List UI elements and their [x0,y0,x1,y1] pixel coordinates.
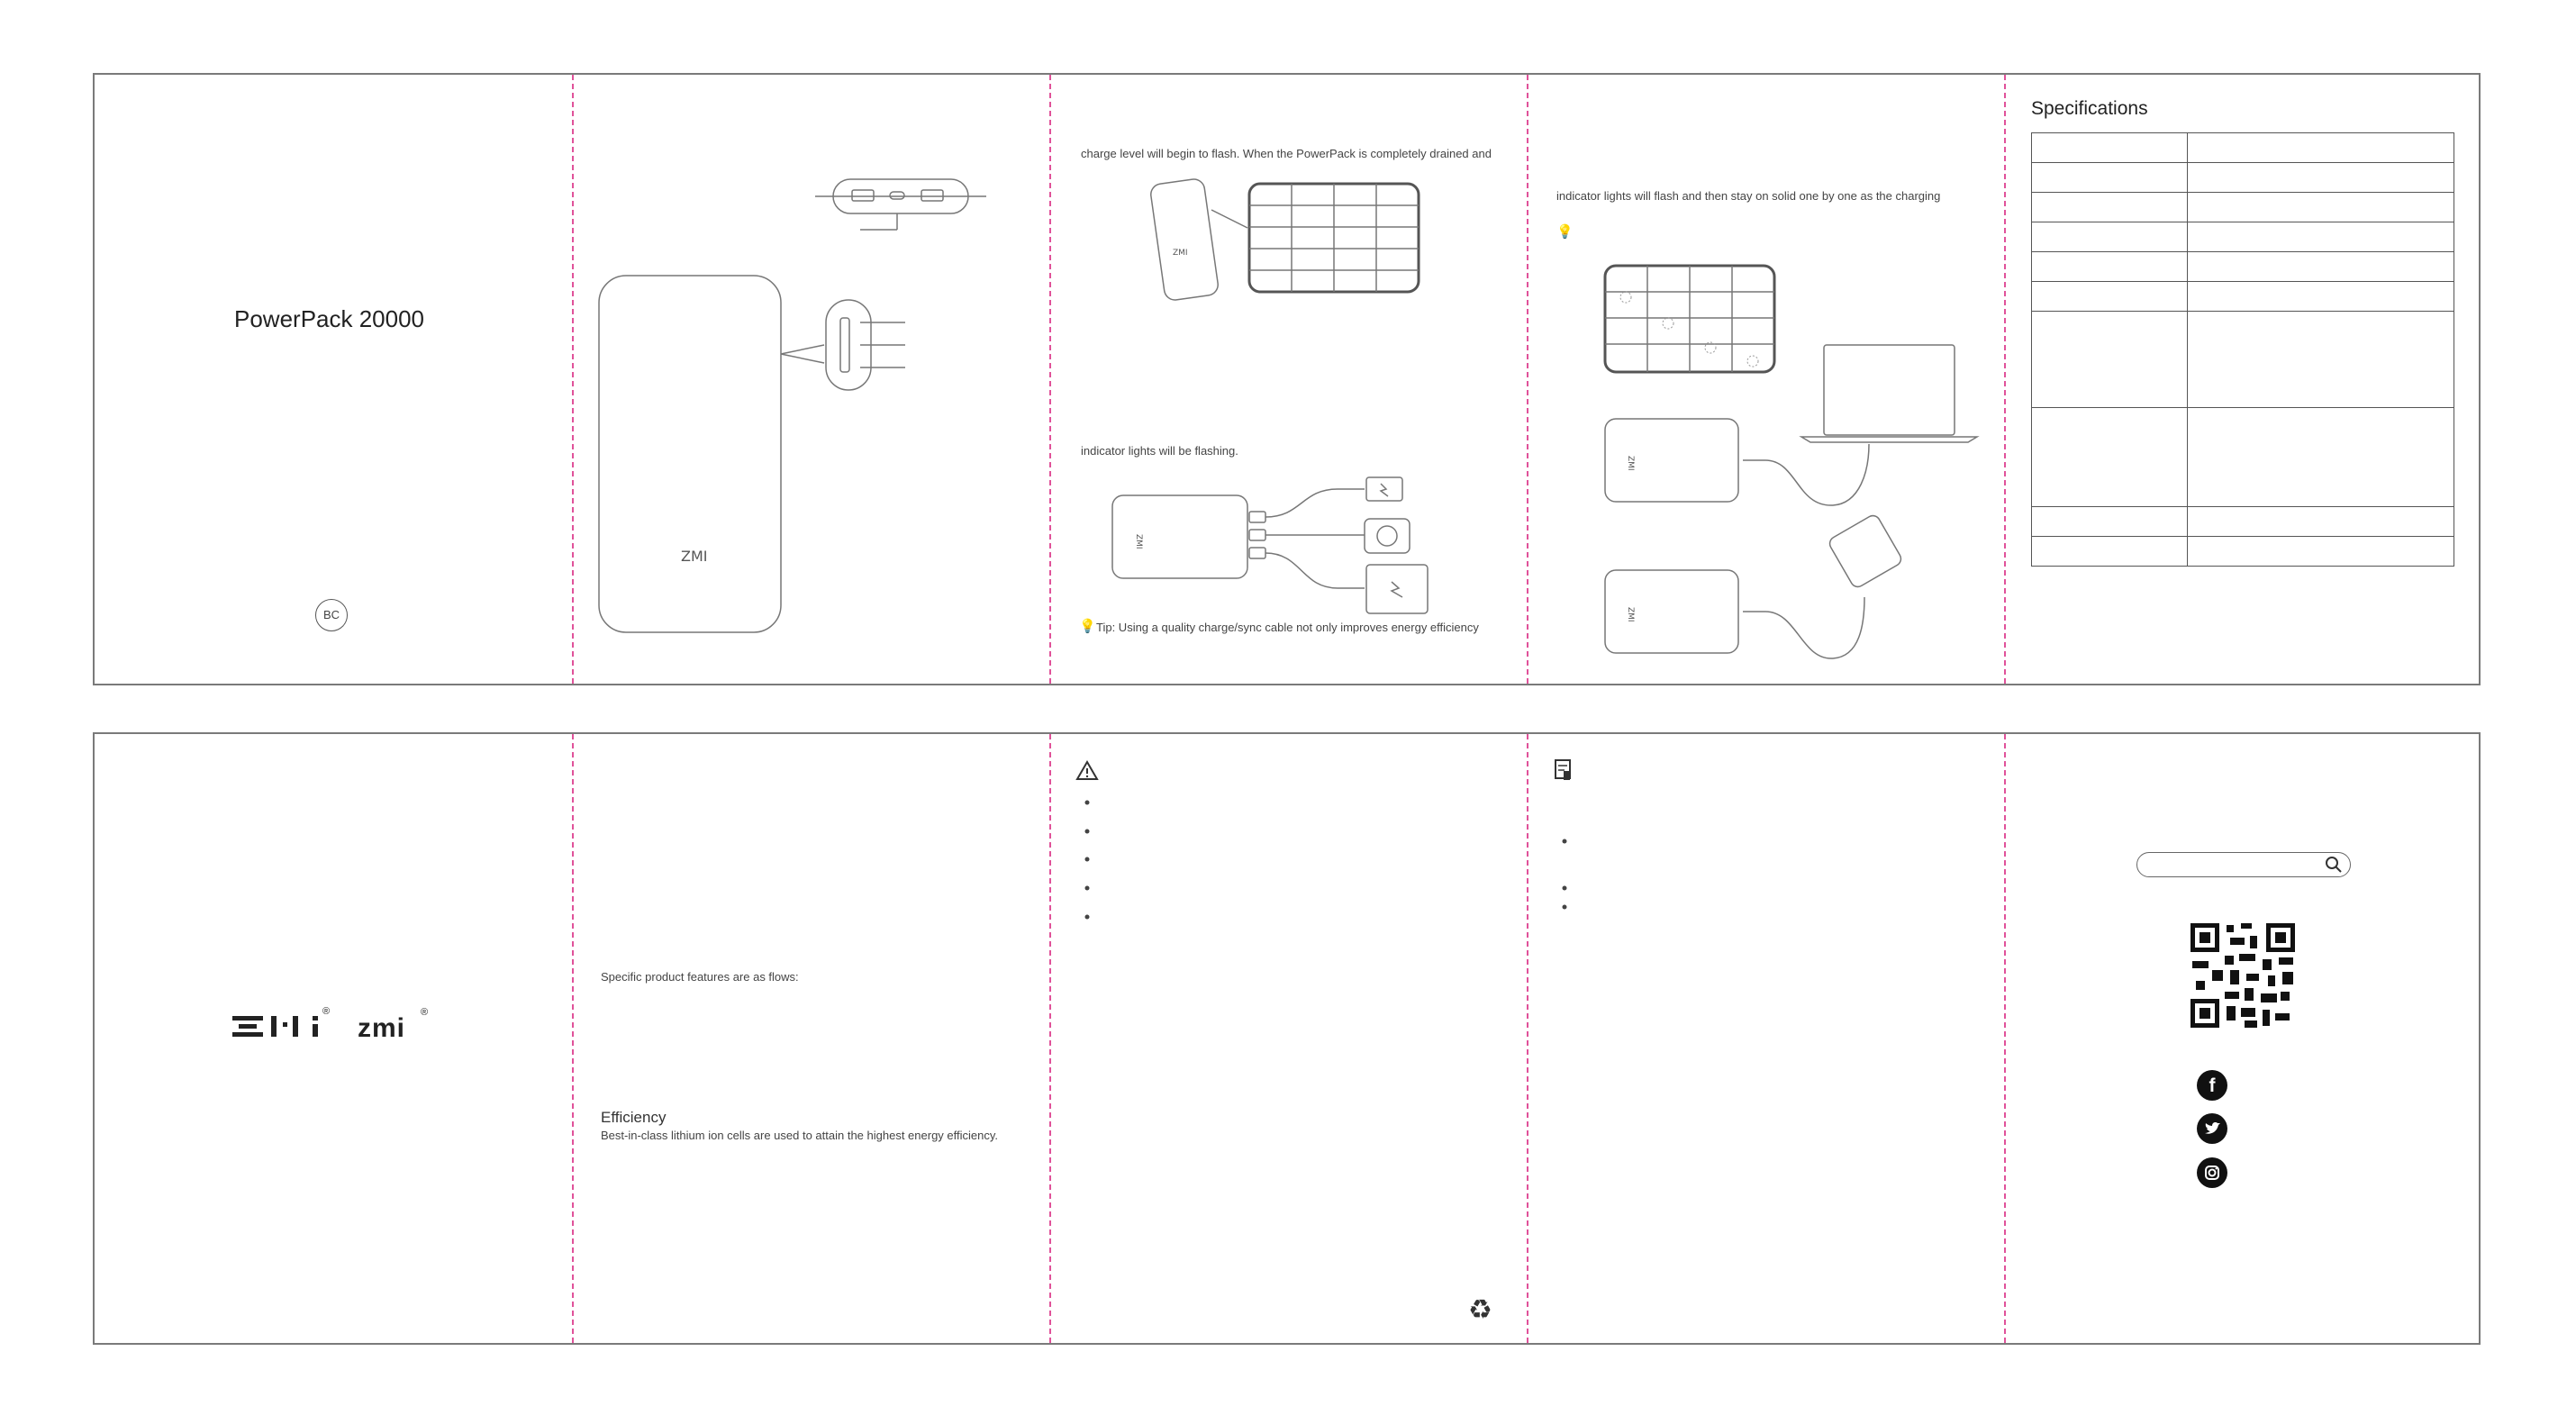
bc-mark: BC [315,599,348,631]
cover-panel [95,75,572,684]
table-row [2032,537,2454,567]
zmi-logo-body: ZMI [681,548,708,565]
charging-instruction-text: charge level will begin to flash. When the PowerPack is completely drained and [1081,147,1492,160]
table-row [2032,133,2454,163]
svg-text:ZMI: ZMI [1626,456,1635,471]
twitter-icon[interactable] [2197,1113,2227,1144]
specifications-heading: Specifications [2031,98,2148,119]
instagram-icon[interactable] [2197,1157,2227,1188]
charging-devices-panel [1049,75,1527,684]
efficiency-text: Best-in-class lithium ion cells are used to attain the highest energy efficiency. [601,1129,999,1142]
warnings-panel [1049,734,1527,1343]
powerbank-diagram [572,75,1049,687]
zmi-wordmark: zmi [358,1013,406,1043]
product-title: PowerPack 20000 [234,305,425,332]
table-row [2032,408,2454,507]
facebook-icon[interactable]: f [2197,1070,2227,1101]
features-panel [572,734,1049,1343]
manual-sheet-outside [93,73,2481,685]
specifications-table [2031,132,2454,567]
recharge-illustration [1527,75,2004,687]
brand-panel [95,734,572,1343]
manual-sheet-inside [93,732,2481,1345]
registered-mark: ® [322,1006,331,1017]
svg-text:ZMI: ZMI [1173,249,1188,258]
recharge-instruction-text: indicator lights will flash and then stay on solid one by one as the charging [1556,189,1941,203]
table-row [2032,222,2454,252]
notes-bullets [1527,734,2004,1347]
search-icon [2325,856,2343,874]
features-intro-text: Specific product features are as flows: [601,970,799,984]
svg-text:ZMI: ZMI [1134,534,1143,549]
table-row [2032,163,2454,193]
output-devices-illustration [1049,75,1527,687]
table-row [2032,252,2454,282]
recycle-icon: ♻ [1468,1295,1492,1325]
recharge-panel [1527,75,2004,684]
registered-mark: ® [421,1007,429,1018]
table-row [2032,193,2454,222]
qr-code[interactable] [2191,923,2295,1028]
tip-text: Tip: Using a quality charge/sync cable not only improves energy efficiency [1096,621,1479,634]
efficiency-heading: Efficiency [601,1109,667,1126]
table-row [2032,282,2454,312]
product-diagram-panel [572,75,1049,684]
flashing-text: indicator lights will be flashing. [1081,444,1238,458]
lightbulb-icon: 💡 [1079,619,1096,634]
zmi-logo-mark [95,734,572,1347]
specifications-panel [2004,75,2481,684]
table-row [2032,312,2454,408]
contact-panel [2004,734,2481,1343]
warning-bullets [1049,734,1527,1347]
search-field[interactable] [2136,852,2351,877]
notes-panel [1527,734,2004,1343]
table-row [2032,507,2454,537]
lightbulb-icon: 💡 [1556,224,1574,240]
svg-text:ZMI: ZMI [1626,607,1635,622]
